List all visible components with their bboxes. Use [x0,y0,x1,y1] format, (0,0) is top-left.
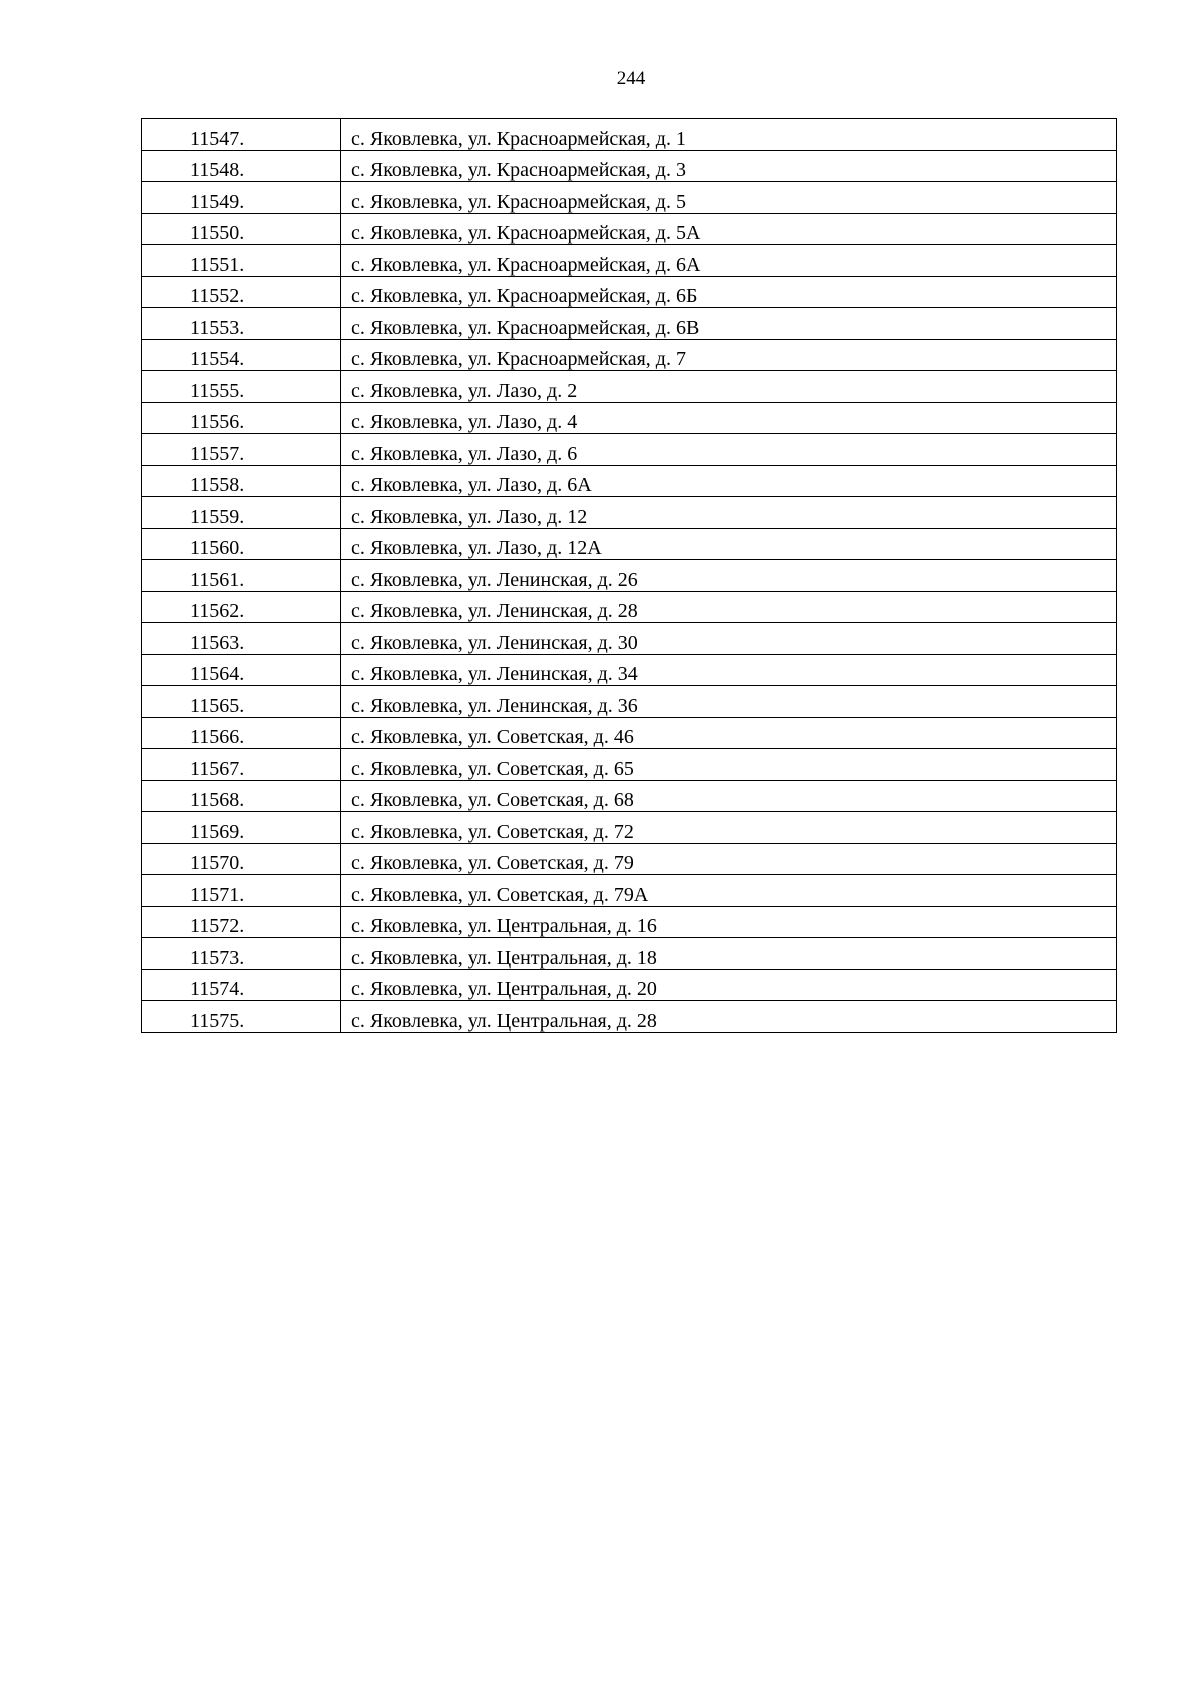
table-row [142,465,1117,497]
row-number-cell: 11566. [142,717,341,749]
row-number-cell: 11547. [142,119,341,151]
address-cell: с. Яковлевка, ул. Ленинская, д. 26 [341,560,1117,592]
address-cell: с. Яковлевка, ул. Ленинская, д. 36 [341,686,1117,718]
address-table-body [142,119,1117,1033]
address-cell: с. Яковлевка, ул. Красноармейская, д. 5 [341,182,1117,214]
row-number-cell: 11553. [142,308,341,340]
address-cell: с. Яковлевка, ул. Красноармейская, д. 3 [341,150,1117,182]
row-number-cell: 11568. [142,780,341,812]
table-row [142,182,1117,214]
table-row [142,969,1117,1001]
table-row [142,276,1117,308]
address-cell: с. Яковлевка, ул. Центральная, д. 20 [341,969,1117,1001]
row-number-cell: 11551. [142,245,341,277]
address-cell: с. Яковлевка, ул. Красноармейская, д. 1 [341,119,1117,151]
table-row [142,245,1117,277]
address-cell: с. Яковлевка, ул. Красноармейская, д. 6А [341,245,1117,277]
table-row [142,560,1117,592]
row-number-cell: 11562. [142,591,341,623]
address-cell: с. Яковлевка, ул. Центральная, д. 16 [341,906,1117,938]
address-cell: с. Яковлевка, ул. Центральная, д. 28 [341,1001,1117,1033]
address-cell: с. Яковлевка, ул. Ленинская, д. 28 [341,591,1117,623]
address-cell: с. Яковлевка, ул. Лазо, д. 12А [341,528,1117,560]
page-number: 244 [616,68,646,89]
row-number-cell: 11561. [142,560,341,592]
table-row [142,1001,1117,1033]
row-number-cell: 11554. [142,339,341,371]
table-row [142,623,1117,655]
row-number-cell: 11549. [142,182,341,214]
row-number-cell: 11575. [142,1001,341,1033]
address-cell: с. Яковлевка, ул. Советская, д. 72 [341,812,1117,844]
table-row [142,150,1117,182]
row-number-cell: 11559. [142,497,341,529]
address-cell: с. Яковлевка, ул. Ленинская, д. 34 [341,654,1117,686]
row-number-cell: 11564. [142,654,341,686]
table-row [142,812,1117,844]
row-number-cell: 11573. [142,938,341,970]
address-cell: с. Яковлевка, ул. Красноармейская, д. 6В [341,308,1117,340]
address-cell: с. Яковлевка, ул. Красноармейская, д. 6Б [341,276,1117,308]
table-row [142,434,1117,466]
address-cell: с. Яковлевка, ул. Лазо, д. 4 [341,402,1117,434]
address-cell: с. Яковлевка, ул. Советская, д. 79 [341,843,1117,875]
table-row [142,371,1117,403]
table-row [142,654,1117,686]
row-number-cell: 11557. [142,434,341,466]
table-row [142,875,1117,907]
row-number-cell: 11558. [142,465,341,497]
table-row [142,339,1117,371]
row-number-cell: 11565. [142,686,341,718]
address-cell: с. Яковлевка, ул. Лазо, д. 12 [341,497,1117,529]
address-cell: с. Яковлевка, ул. Советская, д. 65 [341,749,1117,781]
row-number-cell: 11552. [142,276,341,308]
address-cell: с. Яковлевка, ул. Лазо, д. 6 [341,434,1117,466]
address-cell: с. Яковлевка, ул. Лазо, д. 2 [341,371,1117,403]
address-cell: с. Яковлевка, ул. Советская, д. 46 [341,717,1117,749]
table-row [142,497,1117,529]
table-row [142,591,1117,623]
address-cell: с. Яковлевка, ул. Центральная, д. 18 [341,938,1117,970]
row-number-cell: 11569. [142,812,341,844]
row-number-cell: 11550. [142,213,341,245]
row-number-cell: 11570. [142,843,341,875]
address-cell: с. Яковлевка, ул. Красноармейская, д. 5А [341,213,1117,245]
row-number-cell: 11548. [142,150,341,182]
row-number-cell: 11571. [142,875,341,907]
table-row [142,843,1117,875]
table-row [142,119,1117,151]
table-row [142,402,1117,434]
table-row [142,938,1117,970]
address-cell: с. Яковлевка, ул. Советская, д. 68 [341,780,1117,812]
row-number-cell: 11572. [142,906,341,938]
row-number-cell: 11555. [142,371,341,403]
row-number-cell: 11556. [142,402,341,434]
table-row [142,213,1117,245]
table-row [142,780,1117,812]
address-cell: с. Яковлевка, ул. Советская, д. 79А [341,875,1117,907]
table-row [142,749,1117,781]
table-row [142,528,1117,560]
address-table [141,118,1117,1033]
row-number-cell: 11563. [142,623,341,655]
row-number-cell: 11574. [142,969,341,1001]
address-cell: с. Яковлевка, ул. Ленинская, д. 30 [341,623,1117,655]
table-row [142,717,1117,749]
row-number-cell: 11560. [142,528,341,560]
address-cell: с. Яковлевка, ул. Лазо, д. 6А [341,465,1117,497]
table-row [142,308,1117,340]
table-row [142,686,1117,718]
row-number-cell: 11567. [142,749,341,781]
table-row [142,906,1117,938]
address-cell: с. Яковлевка, ул. Красноармейская, д. 7 [341,339,1117,371]
